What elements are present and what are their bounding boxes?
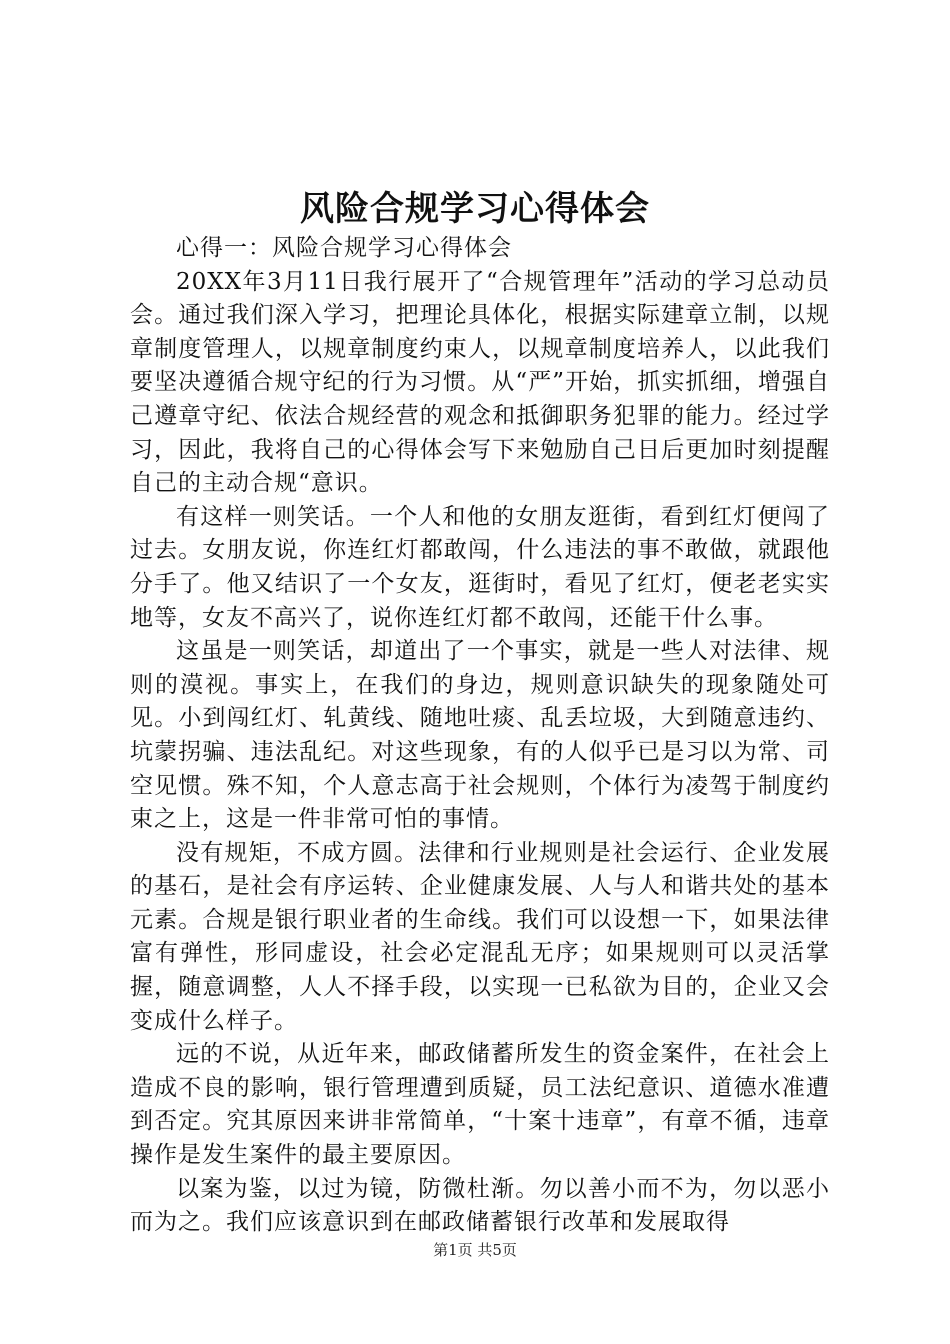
- paragraph: 远的不说，从近年来，邮政储蓄所发生的资金案件，在社会上造成不良的影响，银行管理遭到质疑，员工法纪意识、道德水准遭到否定。究其原因来讲非常简单，“十案十违章”，有章不循，违章操作是发生案件的最主要原因。: [130, 1041, 830, 1169]
- paragraph: 有这样一则笑话。一个人和他的女朋友逛街，看到红灯便闯了过去。女朋友说，你连红灯都敢闯，什么违法的事不敢做，就跟他分手了。他又结识了一个女友，逛街时，看见了红灯，便老老实实地等，女友不高兴了，说你连红灯都不敢闯，还能干什么事。: [130, 503, 830, 631]
- paragraph: 20XX年3月11日我行展开了“合规管理年”活动的学习总动员会。通过我们深入学习，把理论具体化，根据实际建章立制，以规章制度管理人，以规章制度约束人，以规章制度培养人，以此我们要坚决遵循合规守纪的行为习惯。从“严”开始，抓实抓细，增强自己遵章守纪、依法合规经营的观念和抵御职务犯罪的能力。经过学习，因此，我将自己的心得体会写下来勉励自己日后更加时刻提醒自己的主动合规“意识。: [130, 268, 830, 497]
- page-number-footer: 第1页 共5页: [433, 1241, 517, 1259]
- paragraph: 这虽是一则笑话，却道出了一个事实，就是一些人对法律、规则的漠视。事实上，在我们的身边，规则意识缺失的现象随处可见。小到闯红灯、轧黄线、随地吐痰、乱丢垃圾，大到随意违约、坑蒙拐骗、违法乱纪。对这些现象，有的人似乎已是习以为常、司空见惯。殊不知，个人意志高于社会规则，个体行为凌驾于制度约束之上，这是一件非常可怕的事情。: [130, 638, 830, 833]
- paragraph: 没有规矩，不成方圆。法律和行业规则是社会运行、企业发展的基石，是社会有序运转、企业健康发展、人与人和谐共处的基本元素。合规是银行职业者的生命线。我们可以设想一下，如果法律富有弹性，形同虚设，社会必定混乱无序；如果规则可以灵活掌握，随意调整，人人不择手段，以实现一已私欲为目的，企业又会变成什么样子。: [130, 839, 830, 1034]
- document-body: [130, 232, 830, 1240]
- document-title: 风险合规学习心得体会: [300, 189, 650, 229]
- paragraph: 以案为鉴，以过为镜，防微杜渐。勿以善小而不为，勿以恶小而为之。我们应该意识到在邮政储蓄银行改革和发展取得: [130, 1175, 830, 1236]
- section-heading: 心得一：风险合规学习心得体会: [176, 235, 512, 261]
